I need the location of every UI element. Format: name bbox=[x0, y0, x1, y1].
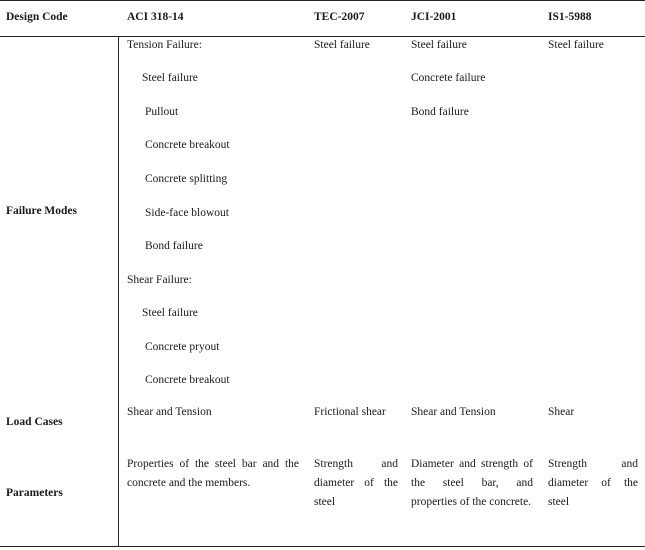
jci-parameters: Diameter and strength of the steel bar, and properties of the concrete. bbox=[411, 458, 533, 508]
aci-failure-item: Concrete breakout bbox=[145, 139, 230, 151]
is-failure-item: Steel failure bbox=[548, 39, 604, 51]
aci-failure-item: Concrete pryout bbox=[145, 341, 220, 353]
table-bottom-rule bbox=[0, 546, 645, 547]
aci-load-case: Shear and Tension bbox=[127, 406, 212, 418]
header-aci: ACI 318-14 bbox=[127, 11, 184, 23]
table-top-rule bbox=[0, 0, 645, 1]
aci-failure-item: Concrete splitting bbox=[145, 173, 228, 185]
jci-failure-item: Concrete failure bbox=[411, 72, 486, 84]
tec-parameters: Strength and diameter of the steel bbox=[314, 458, 398, 508]
aci-failure-item: Steel failure bbox=[142, 307, 198, 319]
column-divider bbox=[118, 37, 119, 547]
aci-failure-item: Tension Failure: bbox=[127, 39, 202, 51]
row-label-failure-modes: Failure Modes bbox=[6, 205, 78, 217]
tec-load-case: Frictional shear bbox=[314, 406, 386, 418]
jci-failure-item: Bond failure bbox=[411, 106, 469, 118]
row-label-parameters: Parameters bbox=[6, 487, 63, 499]
header-jci: JCI-2001 bbox=[411, 11, 457, 23]
aci-failure-item: Bond failure bbox=[145, 240, 203, 252]
aci-parameters: Properties of the steel bar and the concrete and the members. bbox=[127, 458, 299, 489]
is-parameters: Strength and diameter of the steel bbox=[548, 458, 638, 508]
header-design-code: Design Code bbox=[6, 11, 68, 23]
tec-failure-item: Steel failure bbox=[314, 39, 370, 51]
is-load-case: Shear bbox=[548, 406, 575, 418]
jci-load-case: Shear and Tension bbox=[411, 406, 496, 418]
row-label-load-cases: Load Cases bbox=[6, 416, 63, 428]
header-tec: TEC-2007 bbox=[314, 11, 365, 23]
aci-failure-item: Steel failure bbox=[142, 72, 198, 84]
aci-failure-item: Concrete breakout bbox=[145, 374, 230, 386]
aci-failure-item: Side-face blowout bbox=[145, 207, 229, 219]
jci-failure-item: Steel failure bbox=[411, 39, 467, 51]
aci-failure-item: Pullout bbox=[145, 106, 179, 118]
aci-failure-item: Shear Failure: bbox=[127, 274, 192, 286]
header-is: IS1-5988 bbox=[548, 11, 592, 23]
